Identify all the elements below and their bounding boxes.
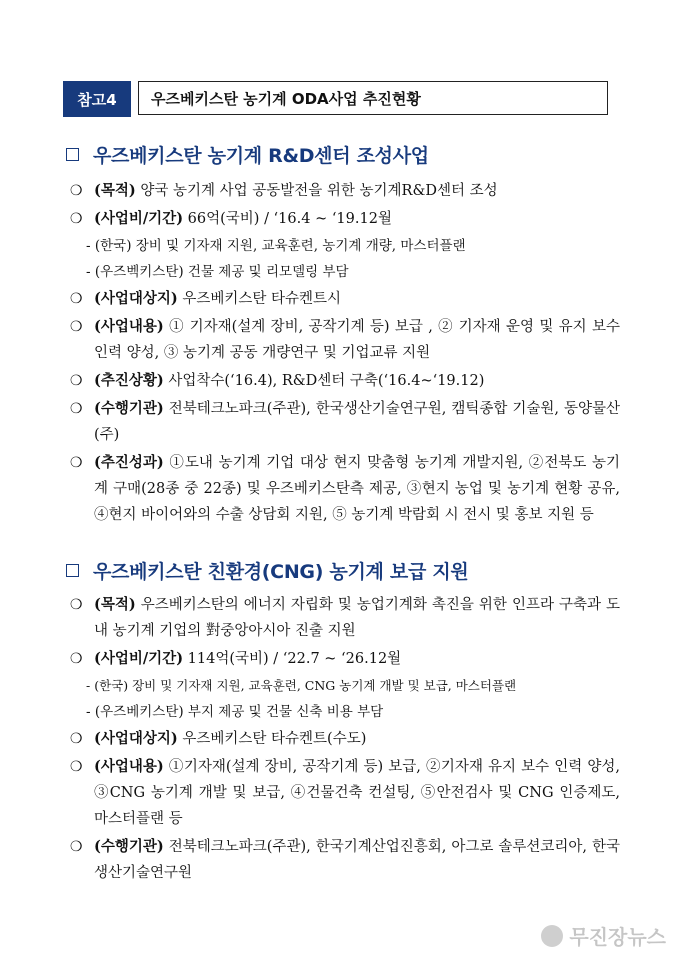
list-item: ❍ (사업대상지) 우즈베키스탄 타슈켄트(수도): [60, 726, 620, 752]
list-item: ❍ (목적) 양국 농기계 사업 공동발전을 위한 농기계R&D센터 조성: [60, 178, 620, 204]
circle-bullet-icon: ❍: [70, 373, 83, 389]
section-title: 우즈베키스탄 농기계 R&D센터 조성사업: [60, 140, 620, 168]
reference-badge: 참고4: [63, 81, 131, 117]
list-item: ❍ (사업비/기간) 114억(국비) / ‘22.7 ~ ‘26.12월: [60, 646, 620, 672]
header-title: 우즈베키스탄 농기계 ODA사업 추진현황: [138, 81, 608, 115]
circle-bullet-icon: ❍: [70, 759, 83, 775]
section-cng-machinery: [60, 556, 620, 886]
section-title: 우즈베키스탄 친환경(CNG) 농기계 보급 지원: [60, 556, 620, 584]
checkbox-square-icon: [66, 148, 79, 161]
circle-bullet-icon: ❍: [70, 401, 83, 417]
circle-bullet-icon: ❍: [70, 839, 83, 855]
circle-bullet-icon: ❍: [70, 651, 83, 667]
news-logo-icon: [541, 925, 563, 947]
circle-bullet-icon: ❍: [70, 597, 83, 613]
circle-bullet-icon: ❍: [70, 319, 83, 335]
list-item: ❍ (추진상황) 사업착수(‘16.4), R&D센터 구축(‘16.4~‘19.12): [60, 368, 620, 394]
watermark: 무진장뉴스: [541, 921, 666, 950]
list-item: ❍ (사업대상지) 우즈베키스탄 타슈켄트시: [60, 286, 620, 312]
list-item: ❍ (사업내용) ①기자재(설계 장비, 공작기계 등) 보급, ②기자재 유지 보수 인력 양성, ③CNG 농기계 개발 및 보급, ④건물건축 컨설팅, ⑤안전검사 및 CNG 인증제도, 마스터플랜 등: [60, 754, 620, 832]
circle-bullet-icon: ❍: [70, 455, 83, 471]
list-item: ❍ (수행기관) 전북테크노파크(주관), 한국기계산업진흥회, 아그로 솔루션코리아, 한국생산기술연구원: [60, 834, 620, 886]
list-item: ❍ (수행기관) 전북테크노파크(주관), 한국생산기술연구원, 캠틱종합 기술원, 동양물산(주): [60, 396, 620, 448]
header: [63, 81, 608, 117]
sub-item: - (우즈벡키스탄) 건물 제공 및 리모델링 부담: [86, 264, 349, 280]
circle-bullet-icon: ❍: [70, 291, 83, 307]
sub-item: - (한국) 장비 및 기자재 지원, 교육훈련, 농기계 개량, 마스터플랜: [86, 238, 466, 254]
list-item: ❍ (사업내용) ① 기자재(설계 장비, 공작기계 등) 보급 , ② 기자재 운영 및 유지 보수 인력 양성, ③ 농기계 공동 개량연구 및 기업교류 지원: [60, 314, 620, 366]
section-rnd-center: [60, 140, 620, 528]
sub-item: - (한국) 장비 및 기자재 지원, 교육훈련, CNG 농기계 개발 및 보급, 마스터플랜: [86, 678, 517, 693]
circle-bullet-icon: ❍: [70, 731, 83, 747]
sub-item: - (우즈베키스탄) 부지 제공 및 건물 신축 비용 부담: [86, 704, 384, 720]
circle-bullet-icon: ❍: [70, 211, 83, 227]
circle-bullet-icon: ❍: [70, 183, 83, 199]
list-item: ❍ (사업비/기간) 66억(국비) / ‘16.4 ~ ‘19.12월: [60, 206, 620, 232]
checkbox-square-icon: [66, 564, 79, 577]
list-item: ❍ (목적) 우즈베키스탄의 에너지 자립화 및 농업기계화 촉진을 위한 인프라 구축과 도내 농기계 기업의 對중앙아시아 진출 지원: [60, 592, 620, 644]
list-item: ❍ (추진성과) ①도내 농기계 기업 대상 현지 맞춤형 농기계 개발지원, ②전북도 농기계 구매(28종 중 22종) 및 우즈베키스탄측 제공, ③현지 농업 및 농기계 현황 공유, ④현지 바이어와의 수출 상담회 지원, ⑤ 농기계 박람회 시 전시 및 홍보 지원 등: [60, 450, 620, 528]
